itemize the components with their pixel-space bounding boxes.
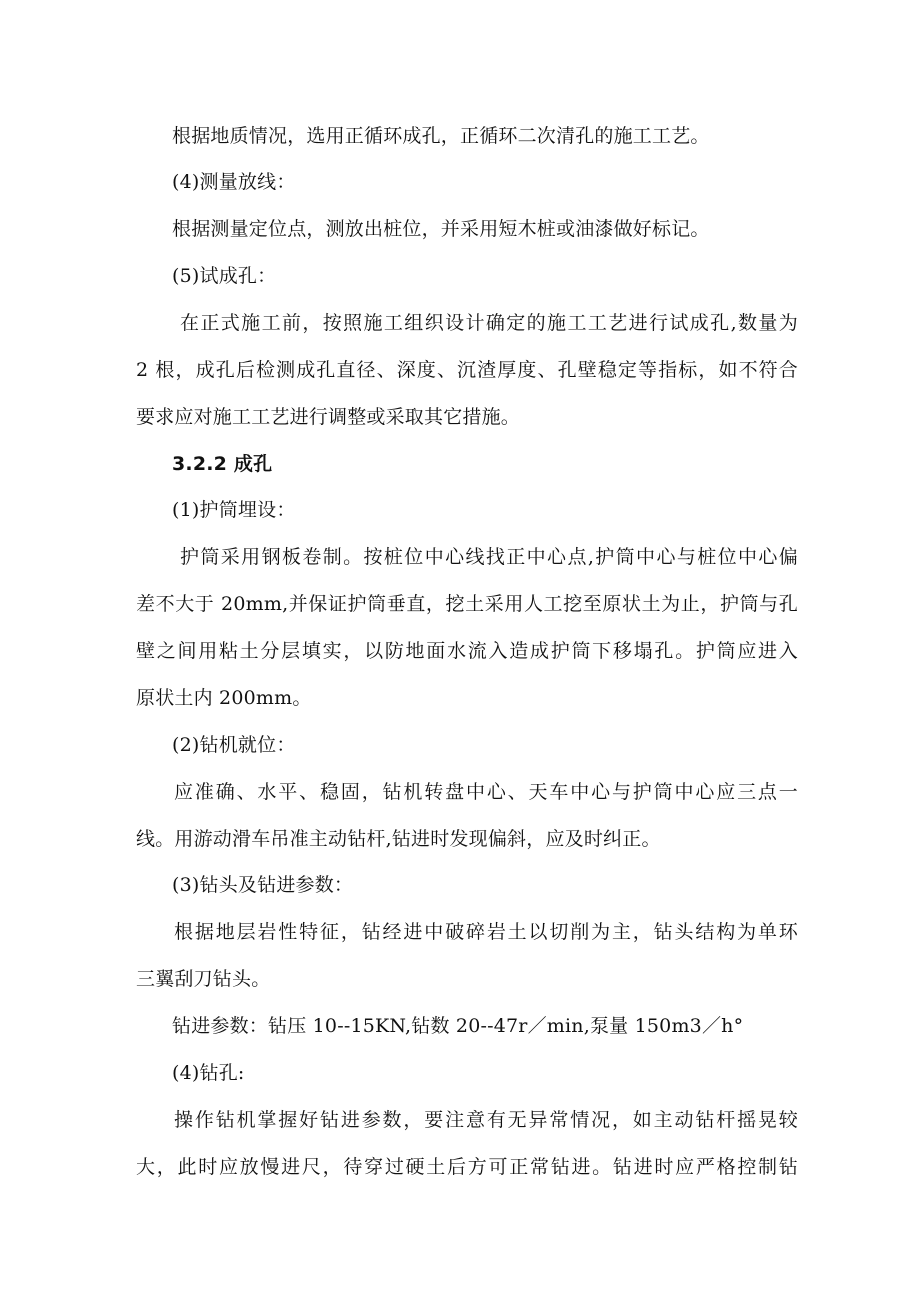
paragraph-line: 差不大于 20mm,并保证护筒垂直，挖土采用人工挖至原状土为止，护筒与孔 [136, 593, 798, 615]
paragraph-line: 大，此时应放慢进尺，待穿过硬土后方可正常钻进。钻进时应严格控制钻 [136, 1156, 798, 1178]
paragraph-line: 根据测量定位点，测放出桩位，并采用短木桩或油漆做好标记。 [172, 218, 710, 240]
paragraph-line: 根据地层岩性特征，钻经进中破碎岩土以切削为主，钻头结构为单环 [174, 921, 798, 943]
list-heading-rig: (2)钻机就位： [172, 734, 296, 756]
paragraph-line: 护筒采用钢板卷制。按桩位中心线找正中心点,护筒中心与桩位中心偏 [180, 546, 798, 568]
list-heading-survey: (4)测量放线： [172, 171, 296, 193]
paragraph-line: 应准确、水平、稳固，钻机转盘中心、天车中心与护筒中心应三点一 [174, 781, 798, 803]
paragraph-line: 2 根，成孔后检测成孔直径、深度、沉渣厚度、孔壁稳定等指标，如不符合 [136, 359, 798, 381]
paragraph-line: 钻进参数：钻压 10--15KN,钻数 20--47r／min,泵量 150m3／h° [172, 1015, 744, 1037]
paragraph-line: 原状土内 200mm。 [136, 687, 312, 709]
paragraph-line: 壁之间用粘土分层填实，以防地面水流入造成护筒下移塌孔。护筒应进入 [136, 640, 798, 662]
list-heading-drill-bit: (3)钻头及钻进参数： [172, 874, 354, 896]
list-heading-casing: (1)护筒埋设： [172, 499, 296, 521]
paragraph-line: 在正式施工前，按照施工组织设计确定的施工工艺进行试成孔,数量为 [180, 312, 798, 334]
paragraph-line: 要求应对施工工艺进行调整或采取其它措施。 [136, 406, 521, 428]
paragraph-line: 线。用游动滑车吊准主动钻杆,钻进时发现偏斜，应及时纠正。 [136, 828, 661, 850]
list-heading-trial-hole: (5)试成孔： [172, 265, 277, 287]
paragraph-line: 三翼刮刀钻头。 [136, 968, 271, 990]
list-heading-drilling: (4)钻孔: [172, 1062, 245, 1084]
section-heading: 3.2.2 成孔 [172, 453, 273, 475]
paragraph-line: 根据地质情况，选用正循环成孔，正循环二次清孔的施工工艺。 [172, 125, 710, 147]
paragraph-line: 操作钻机掌握好钻进参数，要注意有无异常情况，如主动钻杆摇晃较 [174, 1109, 798, 1131]
